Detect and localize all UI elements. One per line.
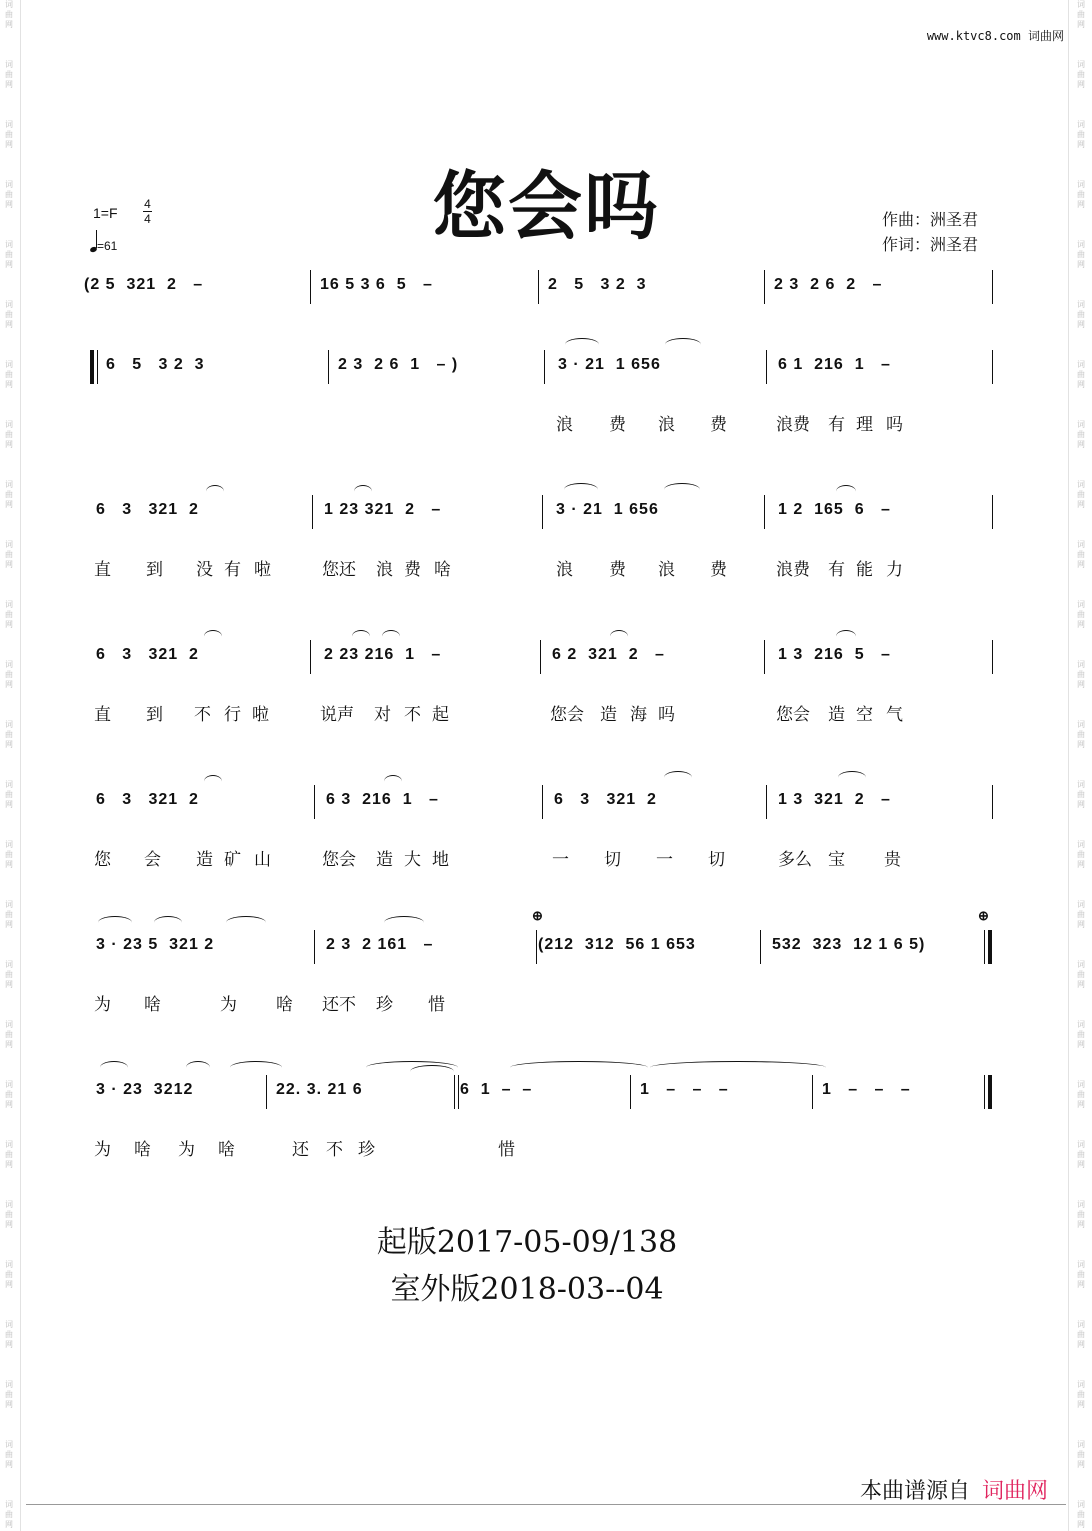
song-title: 您会吗 [432,164,660,250]
barline [542,495,543,529]
barline [992,495,993,529]
score-line-2 [84,350,1002,390]
slur [664,771,692,784]
edition-note-2: 室外版2018-03--04 [390,1272,664,1307]
lyric-word: 为 [178,1140,195,1160]
watermark-text: 词 曲 网 [1077,60,1085,89]
lyric-word: 空 [856,705,873,725]
watermark-text: 词 曲 网 [1077,240,1085,269]
measure: (212 312 56 1 653 [538,936,696,953]
lyric-word: 您会 [550,705,584,725]
watermark-text: 词 曲 网 [1077,420,1085,449]
watermark-text: 词 曲 网 [5,600,13,629]
lyric-word: 地 [432,850,449,870]
composer-credit: 作曲：洲圣君 [882,210,979,229]
repeat-end-barline [984,930,985,964]
watermark-text: 词 曲 网 [5,1020,13,1049]
lyric-word: 吗 [658,705,675,725]
barline [454,1075,455,1109]
lyric-word: 一 [552,850,569,870]
lyric-word: 费 [609,560,626,580]
time-signature-top: 4 [144,197,151,211]
barline [458,1075,459,1109]
watermark-text: 词 曲 网 [1077,780,1085,809]
watermark-text: 词 曲 网 [1077,480,1085,509]
lyric-word: 浪费 [776,560,810,580]
barline [764,495,765,529]
lyric-word: 费 [710,560,727,580]
barline [992,350,993,384]
lyric-word: 行 [224,705,241,725]
measure: 16 5 3 6 5 – [320,276,433,293]
measure: 2 3 2 6 1 – ) [338,356,459,373]
slur [354,485,372,498]
lyric-word: 浪费 [776,415,810,435]
lyric-word: 啦 [252,705,269,725]
lyric-word: 多么 [778,850,812,870]
barline [314,930,315,964]
lyric-word: 会 [144,850,161,870]
lyric-word: 您会 [776,705,810,725]
lyric-word: 您会 [322,850,356,870]
measure: 1 3 321 2 – [778,791,891,808]
measure: 2 3 2 161 – [326,936,434,953]
repeat-end-barline [988,930,992,964]
lyric-word: 宝 [828,850,845,870]
lyric-word: 啦 [254,560,271,580]
score-line-5 [84,785,1002,825]
slur [836,630,856,643]
score-line-1 [84,270,1002,310]
measure: 2 5 3 2 3 [548,276,647,293]
watermark-text: 词 曲 网 [5,1380,13,1409]
barline [766,350,767,384]
measure: 1 3 216 5 – [778,646,891,663]
measure: 1 – – – [822,1081,911,1098]
barline [760,930,761,964]
watermark-text: 词 曲 网 [5,180,13,209]
time-signature-bottom: 4 [144,212,151,226]
barline [536,930,537,964]
watermark-text: 词 曲 网 [5,0,13,29]
watermark-text: 词 曲 网 [5,480,13,509]
slur [186,1061,210,1074]
measure: 1 – – – [640,1081,729,1098]
barline [310,640,311,674]
score-line-6 [84,908,1002,970]
slur [206,485,224,498]
lyric-word: 造 [828,705,845,725]
lyric-word: 切 [604,850,621,870]
measure: 6 5 3 2 3 [106,356,205,373]
lyric-word: 浪 [658,415,675,435]
measure: 3 · 21 1 656 [558,356,661,373]
lyric-line-4 [84,700,1002,724]
measure: 6 1 – – [460,1081,533,1098]
lyric-word: 力 [886,560,903,580]
barline [312,495,313,529]
lyric-word: 还不 [322,995,356,1015]
watermark-text: 词 曲 网 [5,1080,13,1109]
watermark-text: 词 曲 网 [5,1200,13,1229]
lyric-word: 浪 [556,415,573,435]
lyric-word: 切 [708,850,725,870]
slur [384,775,402,788]
repeat-start-barline [90,350,94,384]
barline [266,1075,267,1109]
barline [992,785,993,819]
slur [836,485,856,498]
measure: (2 5 321 2 – [84,276,204,293]
measure: 3 · 21 1 656 [556,501,659,518]
lyric-word: 珍 [376,995,393,1015]
watermark-text: 词 曲 网 [1077,900,1085,929]
measure: 1 2 165 6 – [778,501,891,518]
watermark-text: 词 曲 网 [5,960,13,989]
lyric-word: 您还 [322,560,356,580]
key-signature: 1=F [93,205,118,221]
barline [630,1075,631,1109]
lyric-word: 为 [94,995,111,1015]
watermark-text: 词 曲 网 [1077,1260,1085,1289]
source-site-link[interactable]: 词曲网 [981,1479,1048,1504]
watermark-text: 词 曲 网 [5,780,13,809]
measure: 2 3 2 6 2 – [774,276,883,293]
barline [314,785,315,819]
lyric-word: 有 [828,415,845,435]
barline [538,270,539,304]
watermark-text: 词 曲 网 [1077,960,1085,989]
tempo-value: =61 [97,239,118,253]
barline [310,270,311,304]
slur [838,771,866,784]
lyric-word: 直 [94,705,111,725]
lyric-word: 到 [146,705,163,725]
measure: 6 3 321 2 [96,791,199,808]
watermark-text: 词 曲 网 [5,1320,13,1349]
watermark-text: 词 曲 网 [5,900,13,929]
lyric-word: 费 [710,415,727,435]
watermark-text: 词 曲 网 [1077,120,1085,149]
lyric-word: 啥 [134,1140,151,1160]
slur [382,630,400,643]
watermark-text: 词 曲 网 [5,840,13,869]
measure: 22. 3. 21 6 [276,1081,363,1098]
lyric-word: 为 [94,1140,111,1160]
watermark-text: 词 曲 网 [1077,1320,1085,1349]
watermark-text: 词 曲 网 [1077,0,1085,29]
lyric-word: 贵 [884,850,901,870]
barline [764,270,765,304]
watermark-text: 词 曲 网 [5,300,13,329]
lyric-line-5 [84,845,1002,869]
lyric-word: 不 [326,1140,343,1160]
barline [992,640,993,674]
lyric-word: 造 [600,705,617,725]
measure: 6 3 321 2 [96,501,199,518]
lyric-word: 矿 [224,850,241,870]
lyric-word: 气 [886,705,903,725]
slur [610,630,628,643]
lyric-word: 造 [196,850,213,870]
slur [204,630,222,643]
measure: 6 3 216 1 – [326,791,439,808]
slur [665,338,701,351]
watermark-text: 词 曲 网 [5,360,13,389]
watermark-text: 词 曲 网 [1077,300,1085,329]
slur [352,630,370,643]
site-link[interactable] [927,27,1064,44]
lyric-word: 惜 [428,995,445,1015]
measure: 3 · 23 3212 [96,1081,194,1098]
lyric-word: 为 [220,995,237,1015]
slur [664,483,700,496]
slur [384,916,424,929]
lyric-line-6 [84,990,1002,1014]
lyric-word: 海 [630,705,647,725]
lyric-word: 费 [404,560,421,580]
measure: 6 2 321 2 – [552,646,665,663]
watermark-text: 词 曲 网 [1077,1200,1085,1229]
watermark-text: 词 曲 网 [5,540,13,569]
barline [764,640,765,674]
watermark-text: 词 曲 网 [1077,840,1085,869]
lyric-word: 对 [374,705,391,725]
watermark-text: 词 曲 网 [5,240,13,269]
watermark-text: 词 曲 网 [1077,720,1085,749]
lyric-word: 珍 [358,1140,375,1160]
watermark-text: 词 曲 网 [1077,660,1085,689]
barline [540,640,541,674]
lyric-word: 啥 [218,1140,235,1160]
repeat-start-barline [97,350,98,384]
watermark-text: 词 曲 网 [5,1260,13,1289]
slur [510,1061,648,1074]
watermark-text: 词 曲 网 [1077,180,1085,209]
lyric-word: 吗 [886,415,903,435]
watermark-text: 词 曲 网 [1077,1380,1085,1409]
watermark-text: 词 曲 网 [1077,360,1085,389]
barline [328,350,329,384]
barline [992,270,993,304]
measure: 2 23 216 1 – [324,646,442,663]
tempo-marking [90,230,117,253]
lyric-word: 大 [404,850,421,870]
lyric-word: 还 [292,1140,309,1160]
measure: 3 · 23 5 321 2 [96,936,215,953]
slur [565,338,599,351]
watermark-text: 词 曲 网 [1077,1140,1085,1169]
slur [226,916,266,929]
time-signature [143,197,152,226]
watermark-text: 词 曲 网 [5,60,13,89]
lyric-word: 能 [856,560,873,580]
watermark-text: 词 曲 网 [5,720,13,749]
lyric-word: 费 [609,415,626,435]
lyric-word: 浪 [658,560,675,580]
source-prefix: 本曲谱源自 [859,1479,970,1504]
barline [542,785,543,819]
slur [230,1061,282,1074]
watermark-text: 词 曲 网 [5,420,13,449]
lyric-word: 起 [432,705,449,725]
lyric-word: 一 [656,850,673,870]
watermark-text: 词 曲 网 [5,1140,13,1169]
edition-note-1: 起版2017-05-09/138 [376,1225,678,1260]
lyric-word: 浪 [556,560,573,580]
measure: 532 323 12 1 6 5) [772,936,926,953]
footer-divider [26,1504,1066,1505]
measure: 6 3 321 2 [554,791,657,808]
watermark-text: 词 曲 网 [1077,1440,1085,1469]
site-url[interactable]: www.ktvc8.com [926,29,1021,43]
lyric-word: 有 [224,560,241,580]
lyric-line-2 [84,410,1002,434]
slur [410,1065,454,1078]
slur [100,1061,128,1074]
lyric-word: 说声 [320,705,354,725]
slur [650,1061,826,1074]
lyric-word: 山 [254,850,271,870]
lyric-word: 啥 [434,560,451,580]
watermark-text: 词 曲 网 [5,660,13,689]
score-line-4 [84,640,1002,680]
measure: 1 23 321 2 – [324,501,442,518]
coda-sign-icon: ⊕ [532,908,544,923]
slur [204,775,222,788]
watermark-text: 词 曲 网 [5,1440,13,1469]
watermark-text: 词 曲 网 [5,1500,13,1529]
lyric-word: 造 [376,850,393,870]
slur [98,916,132,929]
barline [544,350,545,384]
lyric-word: 您 [94,850,111,870]
barline [766,785,767,819]
barline [812,1075,813,1109]
lyric-word: 理 [856,415,873,435]
watermark-text: 词 曲 网 [1077,1500,1085,1529]
lyric-word: 惜 [498,1140,515,1160]
lyric-line-3 [84,555,1002,579]
measure: 6 1 216 1 – [778,356,891,373]
measure: 6 3 321 2 [96,646,199,663]
coda-sign-icon: ⊕ [978,908,990,923]
end-barline [984,1075,985,1109]
lyric-line-7 [84,1135,1002,1159]
lyricist-credit: 作词：洲圣君 [882,235,979,254]
watermark-text: 词 曲 网 [1077,540,1085,569]
lyric-word: 浪 [376,560,393,580]
end-barline [988,1075,992,1109]
lyric-word: 啥 [276,995,293,1015]
lyric-word: 到 [146,560,163,580]
lyric-word: 直 [94,560,111,580]
slur [564,483,598,496]
slur [154,916,182,929]
score-line-7 [84,1075,1002,1115]
lyric-word: 没 [196,560,213,580]
site-name[interactable]: 词曲网 [1027,29,1064,43]
watermark-text: 词 曲 网 [1077,1080,1085,1109]
watermark-text: 词 曲 网 [1077,1020,1085,1049]
lyric-word: 啥 [144,995,161,1015]
watermark-text: 词 曲 网 [1077,600,1085,629]
source-credit [860,1474,1048,1505]
watermark-text: 词 曲 网 [5,120,13,149]
score-line-3 [84,495,1002,535]
lyric-word: 有 [828,560,845,580]
lyric-word: 不 [404,705,421,725]
lyric-word: 不 [194,705,211,725]
